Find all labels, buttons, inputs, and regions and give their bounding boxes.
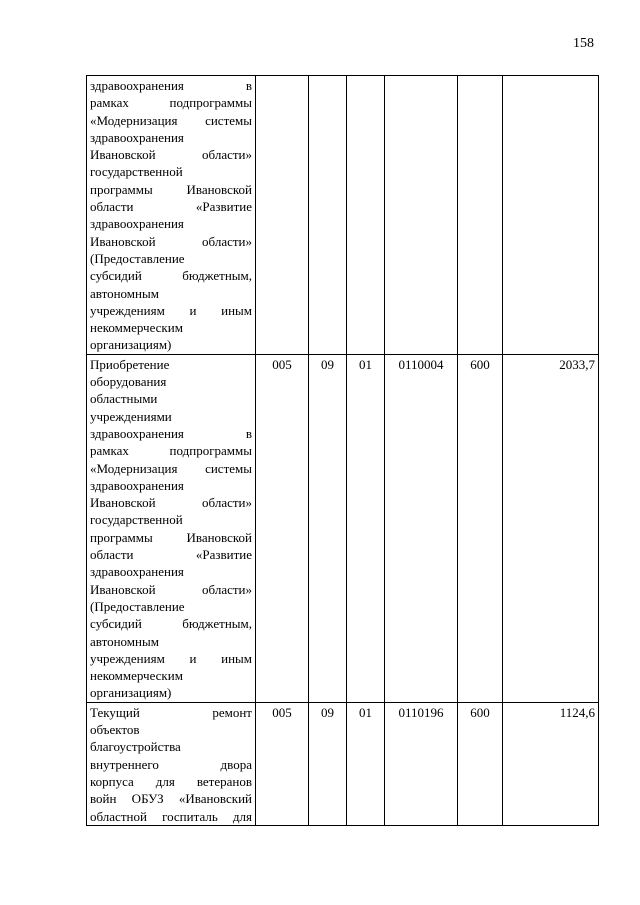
expense-name-line: рамках подпрограммы xyxy=(90,95,252,111)
expense-name-line: учреждениям и иным xyxy=(90,650,252,666)
admin-code-cell xyxy=(256,76,309,355)
amount-cell xyxy=(503,76,599,355)
expense-name-line: «Модернизация системы xyxy=(90,460,252,476)
expense-name-line: учреждениями xyxy=(90,408,172,424)
amount-cell: 1124,6 xyxy=(503,702,599,825)
expense-name-line: областной госпиталь для xyxy=(90,808,252,824)
expense-name-line: войн ОБУЗ «Ивановский xyxy=(90,791,252,807)
expense-type-cell: 600 xyxy=(458,354,503,702)
expense-name-line: государственной xyxy=(90,164,183,180)
section-code-cell: 09 xyxy=(309,702,347,825)
table-row xyxy=(87,76,599,355)
expense-name-line: здравоохранения xyxy=(90,564,184,580)
expense-name-line: автономным xyxy=(90,633,159,649)
section-code-cell: 09 xyxy=(309,354,347,702)
subsection-code-cell: 01 xyxy=(347,702,385,825)
expense-name-line: субсидий бюджетным, xyxy=(90,268,252,284)
expense-name-line: объектов xyxy=(90,722,140,738)
expense-name-line: здравоохранения в xyxy=(90,78,252,93)
expense-name-line: программы Ивановской xyxy=(90,181,252,197)
expense-name-line: корпуса для ветеранов xyxy=(90,773,252,789)
expense-name-line: здравоохранения xyxy=(90,477,184,493)
expense-name-line: Текущий ремонт xyxy=(90,704,252,720)
expense-name-line: Ивановской области» xyxy=(90,233,252,249)
expense-name-line: здравоохранения в xyxy=(90,425,252,441)
table-row xyxy=(87,702,599,825)
section-code-cell xyxy=(309,76,347,355)
expense-name-line: рамках подпрограммы xyxy=(90,443,252,459)
subsection-code-cell xyxy=(347,76,385,355)
admin-code-cell: 005 xyxy=(256,702,309,825)
expense-type-cell: 600 xyxy=(458,702,503,825)
expense-name-line: области «Развитие xyxy=(90,547,252,563)
expense-name-line: области «Развитие xyxy=(90,199,252,215)
expense-name-cell xyxy=(87,702,256,825)
page-number: 158 xyxy=(573,36,594,51)
expense-name-line: здравоохранения xyxy=(90,129,184,145)
expense-name-line: государственной xyxy=(90,512,183,528)
expense-name-line: (Предоставление xyxy=(90,250,185,266)
expense-name-line: организациям) xyxy=(90,337,172,353)
expense-name-cell xyxy=(87,354,256,702)
table-row xyxy=(87,354,599,702)
expense-name-line: Ивановской области» xyxy=(90,147,252,163)
expense-name-line: (Предоставление xyxy=(90,598,185,614)
admin-code-cell: 005 xyxy=(256,354,309,702)
expense-name-line: Приобретение xyxy=(90,356,170,372)
target-article-cell: 0110004 xyxy=(385,354,458,702)
expense-name-cell xyxy=(87,76,256,355)
budget-table xyxy=(86,75,599,826)
expense-name-line: внутреннего двора xyxy=(90,756,252,772)
expense-name-line: благоустройства xyxy=(90,739,181,755)
target-article-cell xyxy=(385,76,458,355)
expense-name-line: областными xyxy=(90,391,158,407)
expense-name-line: некоммерческим xyxy=(90,320,183,336)
expense-type-cell xyxy=(458,76,503,355)
expense-name-line: оборудования xyxy=(90,374,167,390)
expense-name-line: Ивановской области» xyxy=(90,495,252,511)
expense-name-line: Ивановской области» xyxy=(90,581,252,597)
expense-name-line: «Модернизация системы xyxy=(90,112,252,128)
expense-name-line: здравоохранения xyxy=(90,216,184,232)
target-article-cell: 0110196 xyxy=(385,702,458,825)
subsection-code-cell: 01 xyxy=(347,354,385,702)
amount-cell: 2033,7 xyxy=(503,354,599,702)
expense-name-line: организациям) xyxy=(90,685,172,701)
expense-name-line: субсидий бюджетным, xyxy=(90,616,252,632)
expense-name-line: программы Ивановской xyxy=(90,529,252,545)
expense-name-line: учреждениям и иным xyxy=(90,302,252,318)
expense-name-line: автономным xyxy=(90,285,159,301)
expense-name-line: некоммерческим xyxy=(90,668,183,684)
